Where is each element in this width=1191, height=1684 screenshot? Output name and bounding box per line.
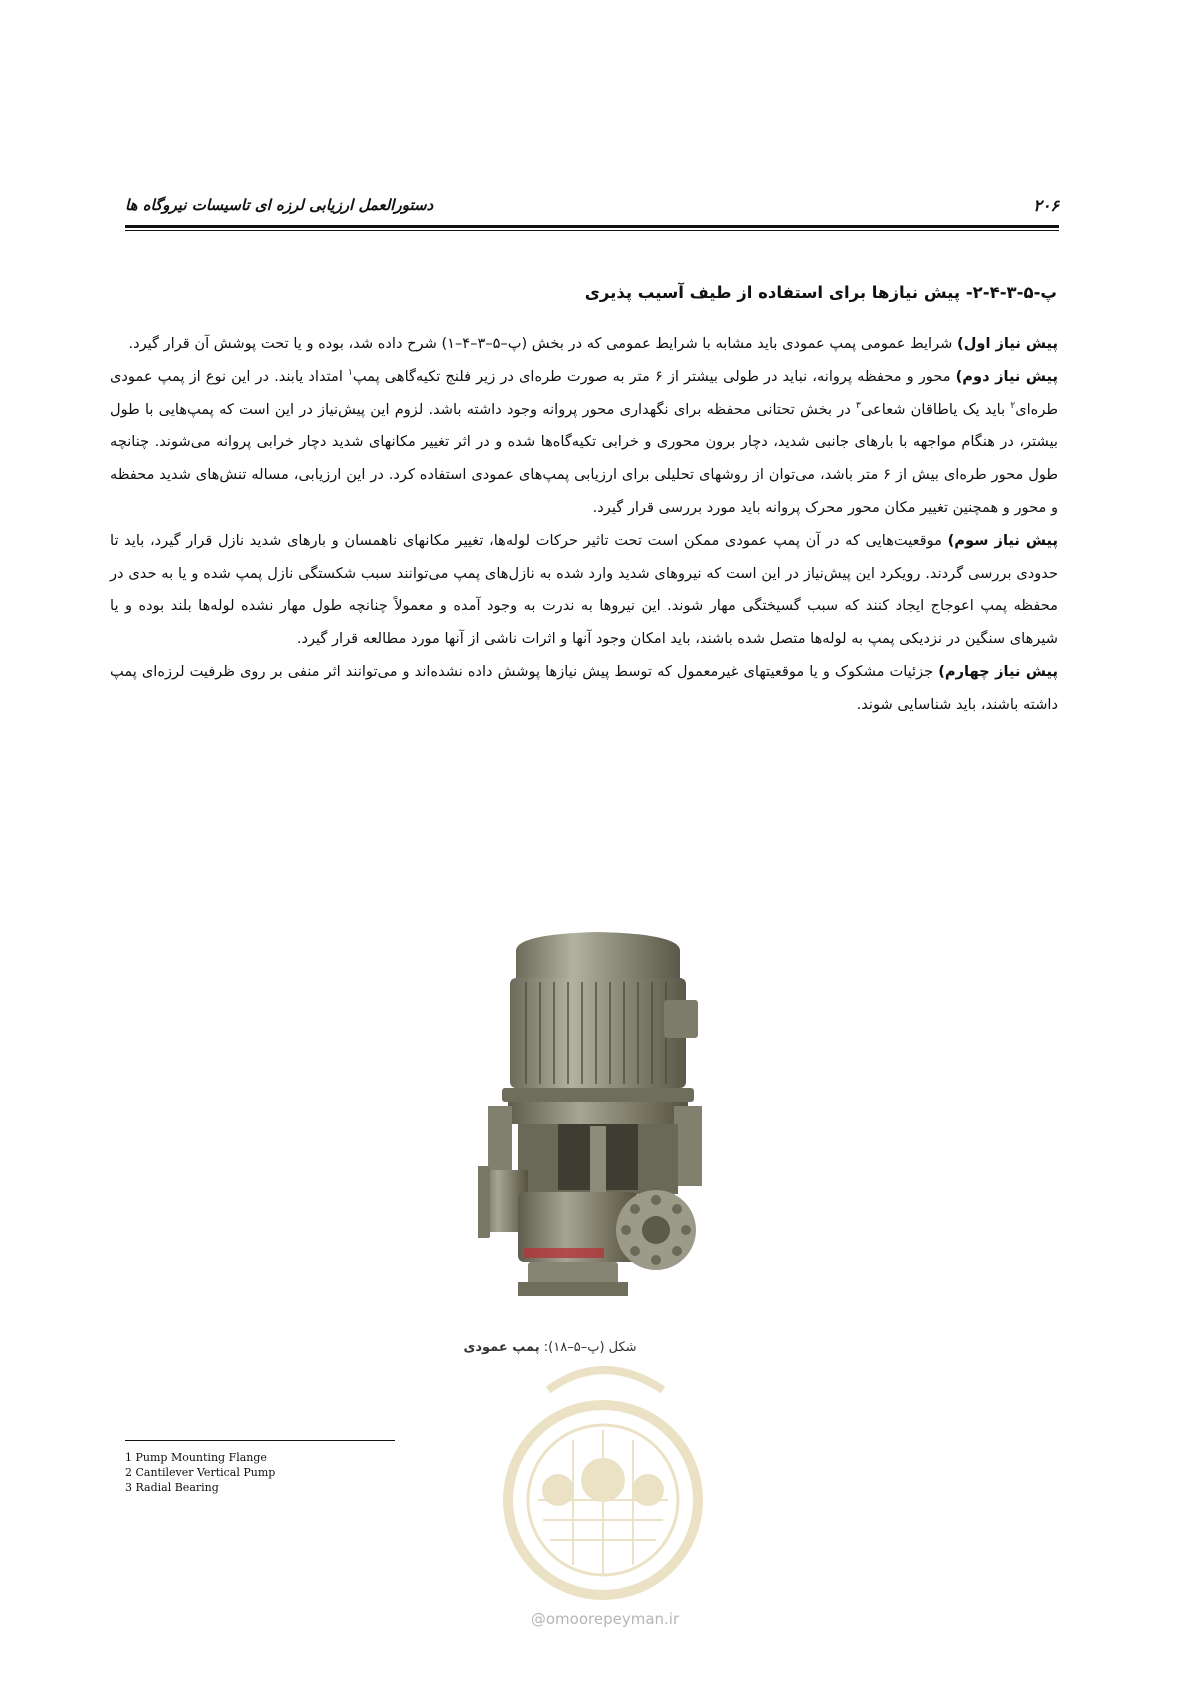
- footnote-ref-3[interactable]: ۳: [856, 400, 861, 411]
- footnote-ref-2[interactable]: ۲: [1010, 400, 1016, 411]
- paragraph-lead: پیش نیاز اول): [957, 335, 1058, 352]
- footnote-2: 2 Cantilever Vertical Pump: [125, 1466, 276, 1479]
- vertical-pump-image: [478, 930, 718, 1300]
- paragraph-text: امتداد یابند. در این نوع از پمپ عمودی طره‌ای: [110, 367, 1058, 418]
- paragraph-text: در بخش تحتانی محفظه برای نگهداری محور پروانه وجود داشته باشد. لزوم این پیش‌نیاز در این است که پمپ‌هایی با طول بیشتر، در هنگام مواجهه با بارهای جانبی شدید، دچار برون محوری و خرابی تکیه‌گاه‌ها شده و در اثر تغییر مکانهای شدید دچار خرابی پروانه می‌شوند. چنانچه طول محور طره‌ای بیش از ۶ متر باشد، می‌توان از روشهای تحلیلی برای ارزیابی پمپ‌های عمودی استفاده کرد. در این ارزیابی، مساله تنش‌های شدید محفظه و محور و همچنین تغییر مکان محور محرک پروانه باید مورد بررسی قرار گیرد.: [110, 400, 1058, 516]
- page-header: [125, 196, 1059, 220]
- watermark-url: @omoorepeyman.ir: [530, 1610, 680, 1628]
- figure-caption-title: پمپ عمودی: [463, 1340, 540, 1355]
- footnote-ref-1[interactable]: ۱: [347, 367, 353, 378]
- paragraph-prerequisite-2: [110, 361, 1058, 525]
- footnote-3: 3 Radial Bearing: [125, 1481, 219, 1494]
- figure-caption-prefix: شکل (پ–۵–۱۸):: [539, 1340, 637, 1355]
- paragraph-lead: پیش نیاز چهارم): [938, 662, 1058, 680]
- paragraph-lead: پیش نیاز سوم): [947, 531, 1058, 549]
- paragraph-text: باید یک یاطاقان شعاعی: [860, 400, 1011, 418]
- footnote-1: 1 Pump Mounting Flange: [125, 1451, 267, 1464]
- paragraph-prerequisite-4: [110, 656, 1058, 722]
- paragraph-text: محور و محفظه پروانه، نباید در طولی بیشتر از ۶ متر به صورت طره‌ای در زیر فلنج تکیه‌گاهی پمپ: [352, 367, 956, 385]
- paragraph-text: جزئیات مشکوک و یا موقعیتهای غیرمعمول که توسط پیش نیازها پوشش داده نشده‌اند و می‌توانند اثر منفی بر روی ظرفیت لرزه‌ای پمپ داشته باشند، باید شناسایی شوند.: [110, 662, 1058, 713]
- body-text: [110, 328, 1058, 722]
- section-heading: پ-۵-۳-۴-۲- پیش نیازها برای استفاده از طیف آسیب پذیری: [584, 283, 1057, 302]
- header-rule-thin: [125, 230, 1059, 231]
- footnote-rule: [125, 1440, 395, 1441]
- paragraph-prerequisite-1: [110, 328, 1058, 361]
- paragraph-text: موقعیت‌هایی که در آن پمپ عمودی ممکن است تحت تاثیر حرکات لوله‌ها، تغییر مکانهای ناهمسان و بارهای شدید نازل قرار گیرد، باید تا حدودی بررسی گردند. رویکرد این پیش‌نیاز در این است که نیروهای شدید وارد شده به نازل‌های پمپ می‌توانند سبب شکستگی نازل پمپ شده و یا به حدی در محفظه پمپ اعوجاج ایجاد کنند که سبب گسیختگی مهار شوند. این نیروها به ندرت به وجود آمده و معمولاً چنانچه طول مهار نشده لوله‌ها بلند بوده و یا شیرهای سنگین در نزدیکی پمپ به لوله‌ها متصل شده باشند، باید امکان وجود آنها و اثرات ناشی از آنها مورد مطالعه قرار گیرد.: [110, 531, 1058, 648]
- header-rule-thick: [125, 225, 1059, 228]
- running-title: دستورالعمل ارزیابی لرزه ای تاسیسات نیروگاه ها: [125, 196, 434, 214]
- paragraph-lead: پیش نیاز دوم): [955, 367, 1058, 385]
- footnotes: [125, 1450, 525, 1495]
- vertical-pump-figure: [478, 930, 718, 1300]
- paragraph-text: شرایط عمومی پمپ عمودی باید مشابه با شرایط عمومی که در بخش (پ–۵–۳–۴–۱) شرح داده شد، بوده و یا تحت پوشش آن قرار گیرد.: [128, 335, 958, 352]
- page-number: ۲۰۶: [1033, 196, 1059, 215]
- paragraph-prerequisite-3: [110, 525, 1058, 656]
